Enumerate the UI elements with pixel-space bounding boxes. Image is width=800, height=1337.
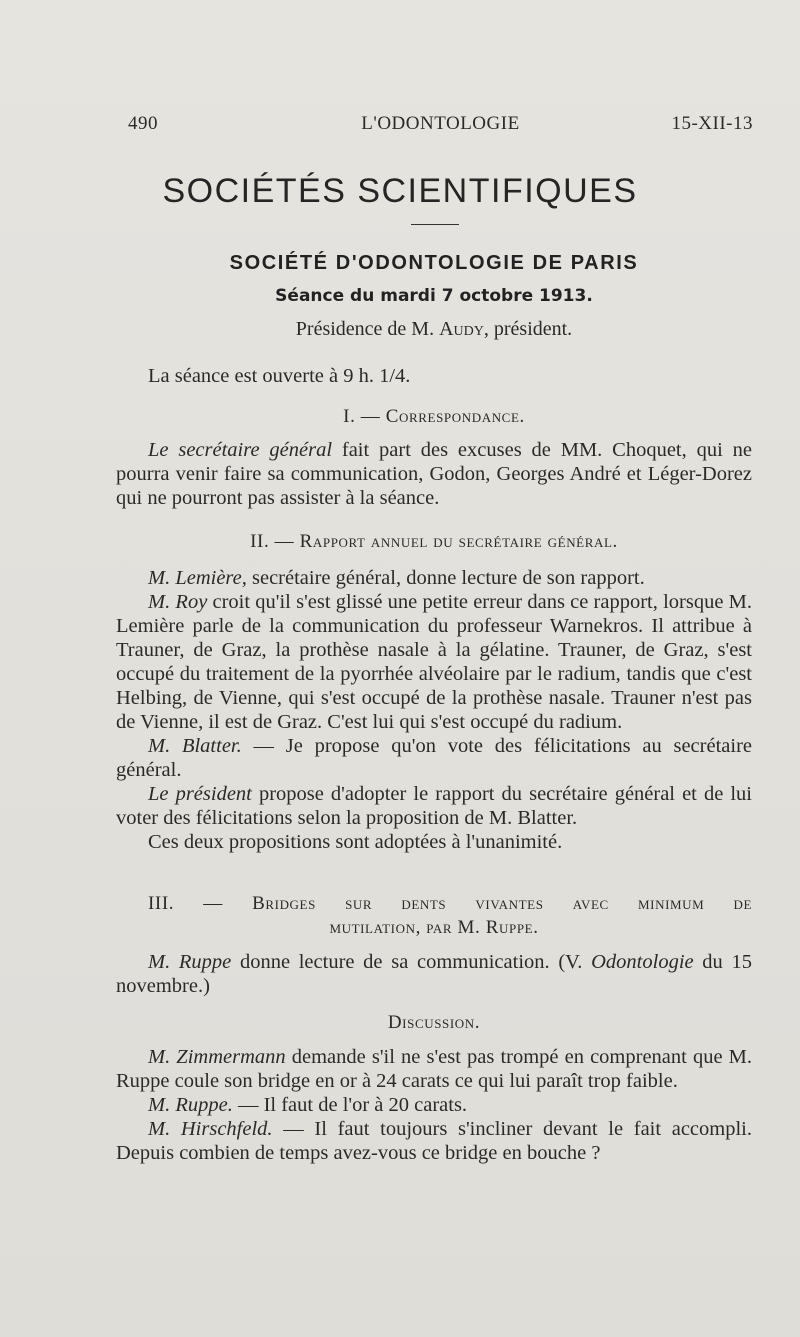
paragraph-text: propose d'adopter le rapport du secrétaire général et de lui voter des félicitations selon la proposition de M. Blatter.: [116, 783, 752, 829]
presidence-pre: Présidence de M.: [295, 318, 440, 340]
section-1-title: Correspondance.: [385, 406, 525, 427]
speaker: M. Hirschfeld.: [148, 1118, 273, 1140]
paragraph-text: donne lecture de sa communication. (V.: [231, 951, 592, 973]
paragraph: [116, 438, 752, 510]
speaker: Le président: [148, 783, 252, 805]
paragraph-text-2: du 15 novembre.): [116, 951, 752, 997]
paragraph: [116, 1117, 752, 1165]
paragraph-text: croit qu'il s'est glissé une petite erreur dans ce rapport, lorsque M. Lemière parle de la communication du professeur Warnekros. Il attribue à Trauner, de Graz, la prothèse nasale à la gélatine. Trauner, de Graz, s'est occupé du traitement de la pyorrhée alvéolaire par le radium, tandis que c'est Helbing, de Vienne, qui s'est occupé de la prothèse nasale. Trauner n'est pas de Vienne, il est de Graz. C'est lui qui s'est occupé du radium.: [116, 591, 753, 733]
journal-title: L'ODONTOLOGIE: [361, 113, 520, 134]
opening-paragraph: [116, 364, 752, 388]
page-title: SOCIÉTÉS SCIENTIFIQUES: [162, 172, 638, 210]
paragraph-text: — Je propose qu'on vote des félicitations au secrétaire général.: [116, 735, 752, 781]
section-3-number: III. —: [148, 893, 253, 914]
speaker-prefix: M.: [148, 591, 176, 613]
section-1-heading: [0, 406, 800, 428]
speaker: M. Ruppe: [148, 951, 232, 973]
running-header: [128, 113, 753, 143]
presidence-line: [0, 318, 800, 341]
discussion-heading: [0, 1012, 800, 1034]
paragraph: [116, 830, 752, 854]
section-1-number: I. —: [343, 406, 386, 427]
paragraph: [116, 734, 752, 782]
section-2-number: II. —: [250, 531, 300, 552]
paragraph: [116, 1045, 752, 1093]
section-2-body: [116, 566, 752, 854]
paragraph: [116, 782, 752, 830]
speaker: Roy: [175, 591, 208, 613]
section-3-body: [116, 950, 752, 998]
paragraph: [116, 590, 752, 734]
section-2-heading: [0, 531, 800, 553]
discussion-title: Discussion.: [387, 1012, 481, 1033]
section-3-heading: [116, 892, 752, 940]
title-divider: [411, 224, 459, 225]
society-title: SOCIÉTÉ D'ODONTOLOGIE DE PARIS: [229, 252, 639, 274]
issue-date: 15-XII-13: [671, 113, 753, 134]
paragraph-text: secrétaire général, donne lecture de son rapport.: [246, 567, 645, 589]
opening-text: La séance est ouverte à 9 h. 1/4.: [148, 365, 411, 387]
paragraph: [116, 566, 752, 590]
paragraph-text: — Il faut toujours s'incliner devant le fait accompli. Depuis combien de temps avez-vous ce bridge en bouche ?: [116, 1118, 752, 1164]
speaker: Le secrétaire général: [148, 439, 333, 461]
section-2-title: Rapport annuel du secrétaire général.: [299, 531, 618, 552]
speaker: M. Lemière,: [148, 567, 247, 589]
page-number: 490: [128, 113, 158, 134]
journal-reference: Odontologie: [591, 951, 694, 973]
speaker: M. Zimmermann: [148, 1046, 286, 1068]
paragraph-text: fait part des excuses de MM. Choquet, qui ne pourra venir faire sa communication, Godon, Georges André et Léger-Dorez qui ne pourront pas assister à la séance.: [116, 439, 752, 509]
presidence-post: , président.: [483, 318, 573, 340]
paragraph: [116, 1093, 752, 1117]
discussion-body: [116, 1045, 752, 1165]
speaker: M. Blatter.: [148, 735, 242, 757]
paragraph-text: Ces deux propositions sont adoptées à l'unanimité.: [148, 831, 563, 853]
speaker: M. Ruppe.: [148, 1094, 233, 1116]
section-3-line-1: [116, 892, 752, 916]
section-1-body: [116, 438, 752, 510]
paragraph: [116, 950, 752, 998]
section-3-title-line-1: Bridges sur dents vivantes avec minimum de: [252, 893, 753, 914]
president-name: Audy: [439, 318, 484, 340]
paragraph-text: — Il faut de l'or à 20 carats.: [232, 1094, 468, 1116]
section-3-title-line-2: mutilation, par M. Ruppe.: [329, 917, 539, 938]
seance-date: Séance du mardi 7 octobre 1913.: [275, 286, 593, 306]
paragraph-text: demande s'il ne s'est pas trompé en comprenant que M. Ruppe coule son bridge en or à 24 carats ce qui lui paraît trop faible.: [116, 1046, 752, 1092]
